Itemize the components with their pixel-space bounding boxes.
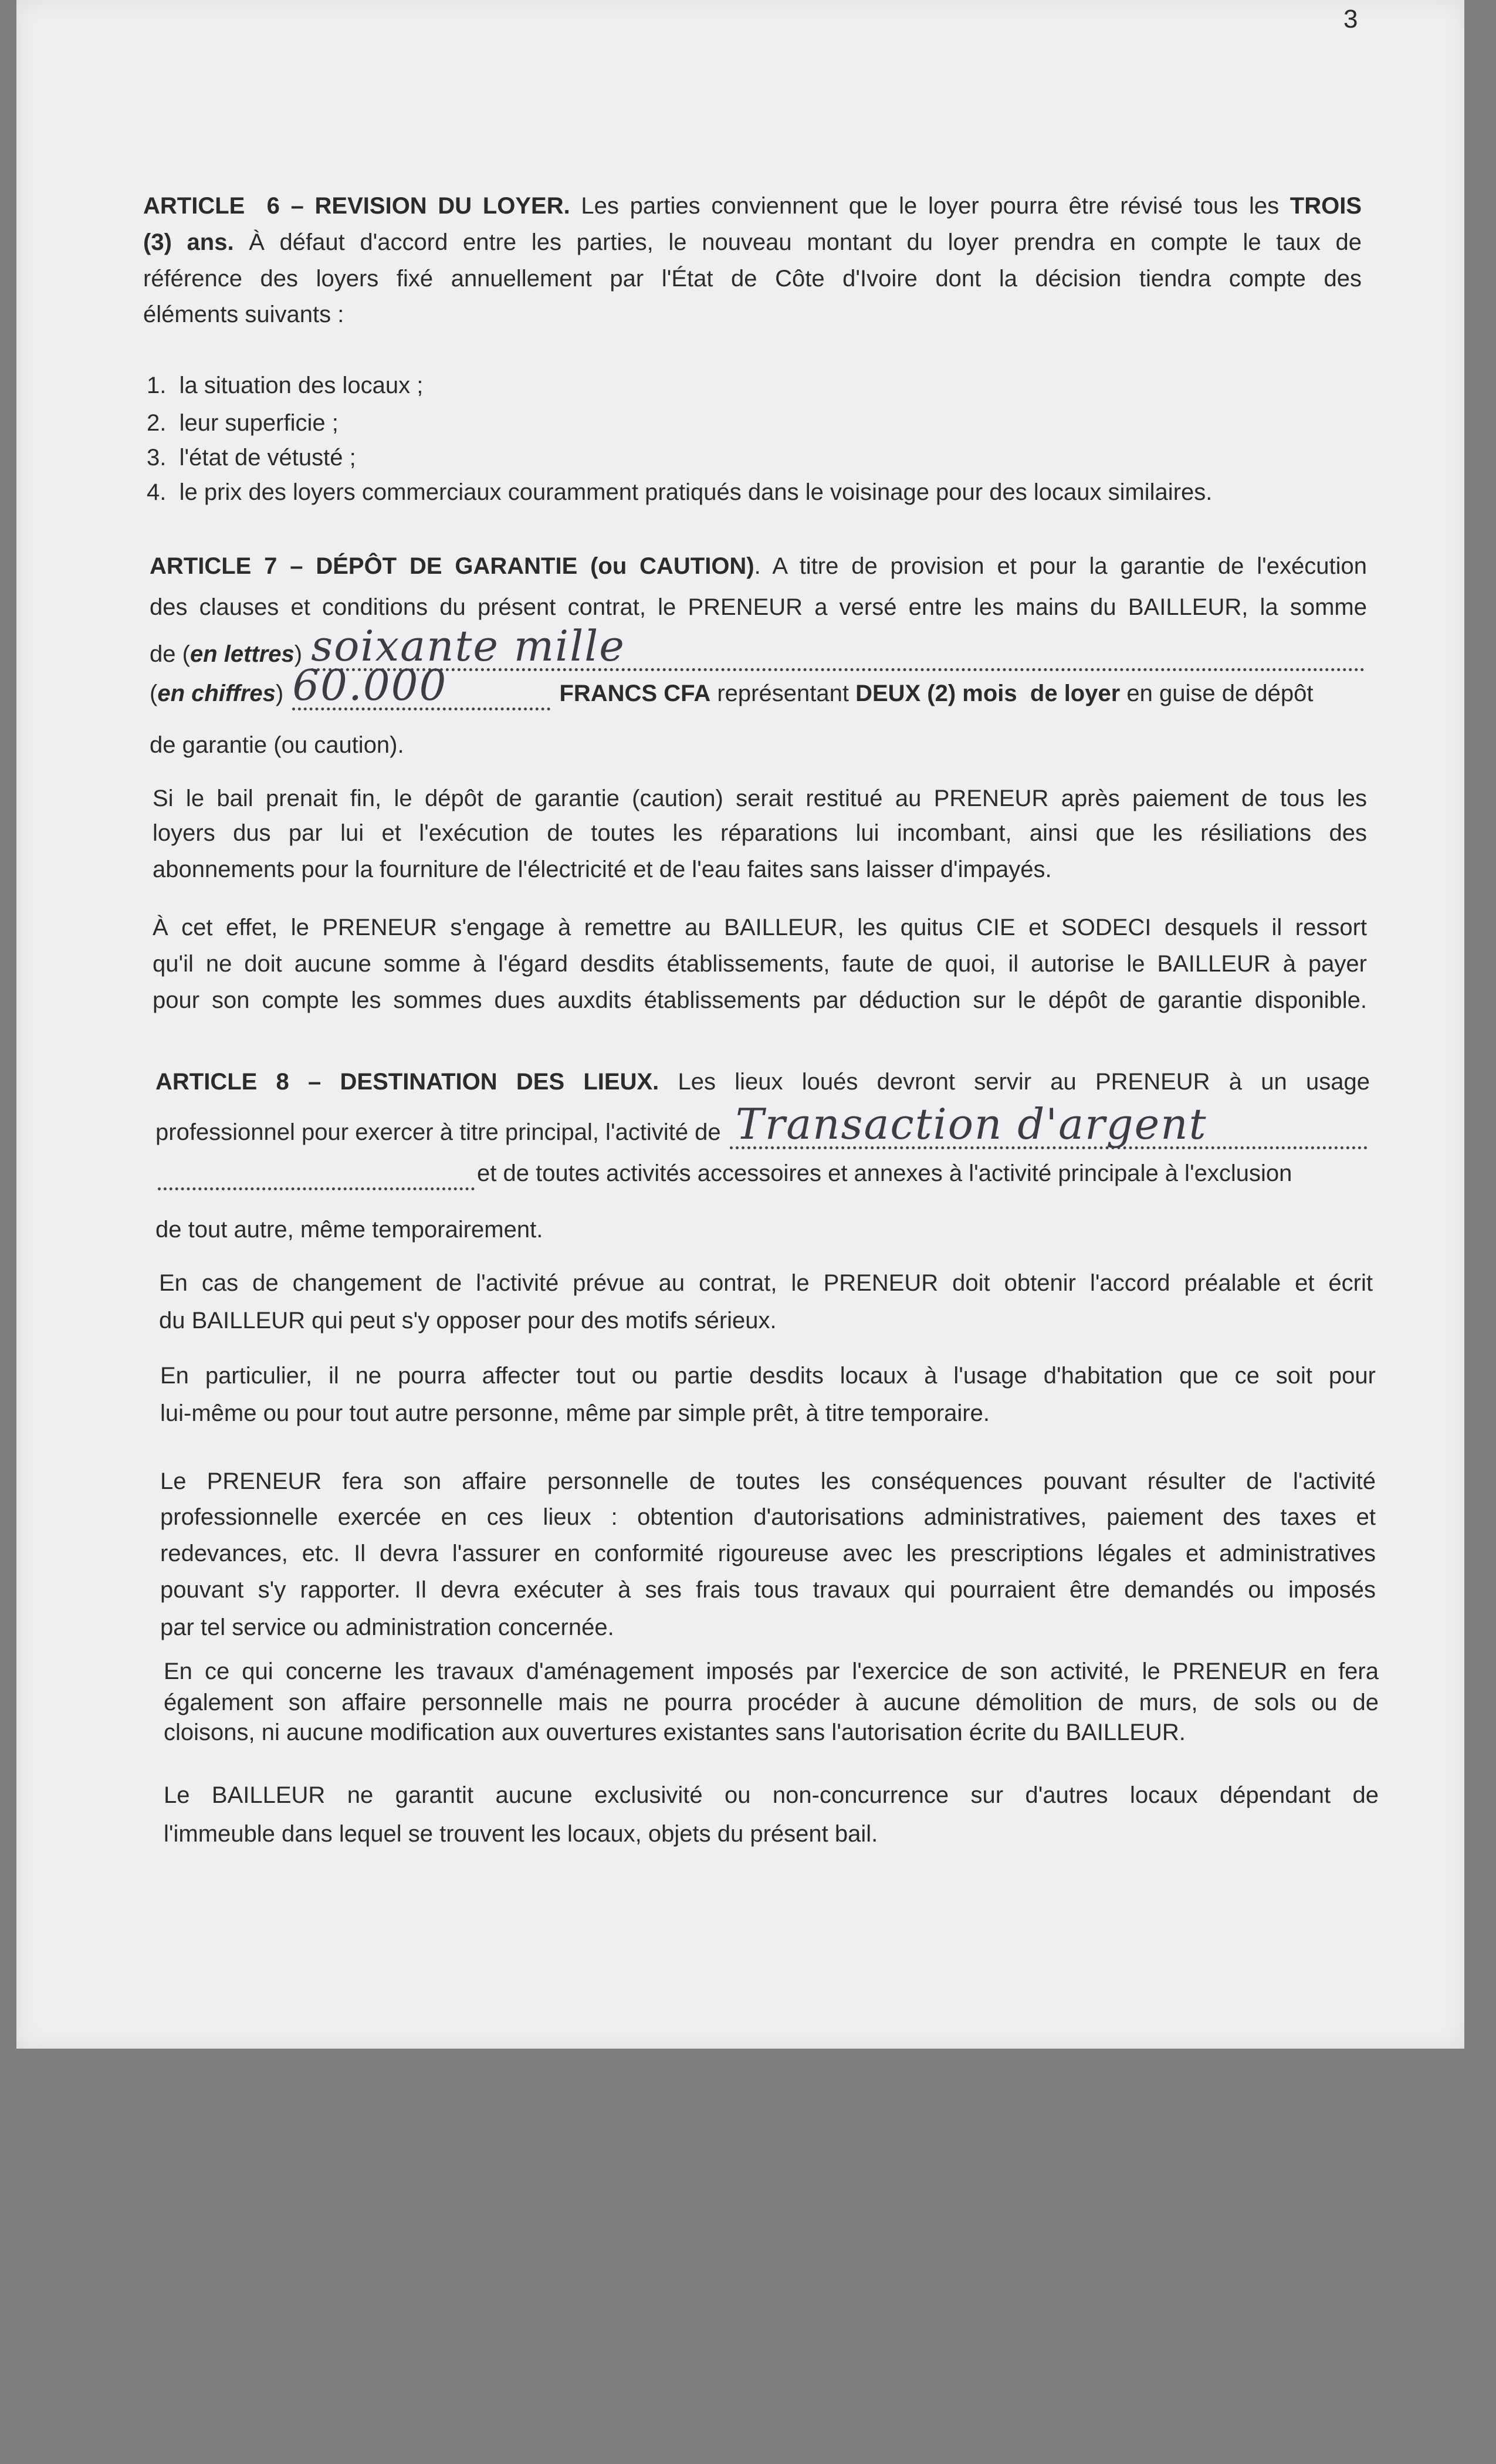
bold-text: en chiffres: [157, 681, 276, 706]
text-line: [153, 910, 1367, 945]
text-run: 2. leur superficie ;: [147, 410, 339, 436]
bold-text: ARTICLE 8 – DESTINATION DES LIEUX.: [155, 1069, 659, 1095]
text-run: 3. l'état de vétusté ;: [147, 445, 356, 471]
handwritten-entry: Transaction d'argent: [735, 1099, 1207, 1149]
text-line: [150, 727, 1367, 763]
text-line: [164, 1778, 1379, 1813]
text-run: À défaut d'accord entre les parties, le nouveau montant du loyer prendra en compte le taux de: [233, 229, 1362, 255]
text-line: [150, 590, 1367, 625]
text-line: [147, 368, 1362, 403]
bold-text: ARTICLE 7 – DÉPÔT DE GARANTIE (ou CAUTION): [150, 553, 754, 579]
text-run: en guise de dépôt: [1120, 681, 1314, 706]
text-run: l'immeuble dans lequel se trouvent les locaux, objets du présent bail.: [164, 1821, 878, 1847]
text-line: [160, 1610, 1376, 1645]
bold-text: ARTICLE 6 – REVISION DU LOYER.: [143, 193, 570, 219]
text-line: [155, 1156, 1370, 1191]
fill-in-blank[interactable]: [158, 1164, 475, 1190]
text-run: professionnel pour exercer à titre principal, l'activité de: [155, 1119, 727, 1145]
fill-in-blank[interactable]: [730, 1099, 1368, 1149]
text-line: [147, 475, 1362, 510]
text-run: par tel service ou administration concernée.: [160, 1615, 614, 1640]
text-line: [155, 1099, 1370, 1150]
text-line: [153, 852, 1367, 887]
text-run: ): [275, 681, 290, 706]
text-run: lui-même ou pour tout autre personne, même par simple prêt, à titre temporaire.: [160, 1400, 990, 1426]
text-line: [159, 1303, 1373, 1338]
text-run: de tout autre, même temporairement.: [155, 1217, 543, 1243]
text-line: [153, 781, 1367, 816]
text-line: [155, 1064, 1370, 1099]
text-line: [160, 1536, 1376, 1571]
text-run: des clauses et conditions du présent contrat, le PRENEUR a versé entre les mains du BAILLEUR, la somme: [150, 594, 1367, 620]
text-run: du BAILLEUR qui peut s'y opposer pour des motifs sérieux.: [159, 1308, 777, 1333]
text-line: [160, 1358, 1376, 1393]
text-line: [164, 1715, 1379, 1750]
text-line: [147, 405, 1362, 441]
text-run: référence des loyers fixé annuellement par l'État de Côte d'Ivoire dont la décision tiendra compte des: [143, 266, 1362, 292]
text-line: [160, 1464, 1376, 1499]
text-run: de garantie (ou caution).: [150, 732, 404, 758]
text-run: et de toutes activités accessoires et annexes à l'activité principale à l'exclusion: [477, 1160, 1292, 1186]
bold-text: FRANCS CFA: [559, 681, 711, 706]
text-run: . A titre de provision et pour la garantie de l'exécution: [754, 553, 1367, 579]
text-line: [143, 225, 1362, 260]
fill-in-blank[interactable]: [292, 660, 550, 710]
text-line: [160, 1500, 1376, 1535]
text-run: éléments suivants :: [143, 302, 344, 327]
text-run: En ce qui concerne les travaux d'aménagement imposés par l'exercice de son activité, le PRENEUR en fera: [164, 1659, 1379, 1684]
text-line: [143, 297, 1362, 332]
text-run: pour son compte les sommes dues auxdits établissements par déduction sur le dépôt de garantie disponible.: [153, 987, 1367, 1013]
bold-text: TROIS: [1289, 193, 1362, 219]
text-run: professionnelle exercée en ces lieux : obtention d'autorisations administratives, paiement des taxes et: [160, 1504, 1376, 1530]
text-run: En cas de changement de l'activité prévue au contrat, le PRENEUR doit obtenir l'accord préalable et écrit: [159, 1270, 1373, 1296]
text-run: de (: [150, 641, 190, 667]
text-line: [150, 549, 1367, 584]
text-run: loyers dus par lui et l'exécution de toutes les réparations lui incombant, ainsi que les résiliations des: [153, 820, 1367, 846]
text-run: (: [150, 681, 158, 706]
text-run: Les lieux loués devront servir au PRENEUR à un usage: [659, 1069, 1370, 1095]
text-line: [150, 660, 1367, 711]
text-line: [155, 1212, 1370, 1247]
text-run: 4. le prix des loyers commerciaux couramment pratiqués dans le voisinage pour des locaux similaires.: [147, 479, 1213, 505]
text-run: À cet effet, le PRENEUR s'engage à remettre au BAILLEUR, les quitus CIE et SODECI desquels il ressort: [153, 915, 1367, 940]
bold-text: en lettres: [189, 641, 295, 667]
text-line: [153, 983, 1367, 1018]
text-run: En particulier, il ne pourra affecter tout ou partie desdits locaux à l'usage d'habitation que ce soit pour: [160, 1363, 1376, 1389]
handwritten-entry: 60.000: [292, 660, 448, 710]
text-line: [147, 440, 1362, 475]
text-line: [164, 1816, 1379, 1852]
text-run: cloisons, ni aucune modification aux ouvertures existantes sans l'autorisation écrite du BAILLEUR.: [164, 1720, 1186, 1745]
handwritten-entry: soixante mille: [311, 621, 625, 671]
text-run: redevances, etc. Il devra l'assurer en conformité rigoureuse avec les prescriptions légales et administratives: [160, 1541, 1376, 1566]
text-run: 1. la situation des locaux ;: [147, 373, 424, 398]
text-run: ): [294, 641, 309, 667]
text-line: [143, 261, 1362, 296]
text-run: Le BAILLEUR ne garantit aucune exclusivité ou non-concurrence sur d'autres locaux dépendant de: [164, 1782, 1379, 1808]
text-run: Les parties conviennent que le loyer pourra être révisé tous les: [570, 193, 1290, 219]
text-run: également son affaire personnelle mais ne pourra procéder à aucune démolition de murs, de sols ou de: [164, 1690, 1379, 1715]
text-line: [153, 815, 1367, 851]
text-run: pouvant s'y rapporter. Il devra exécuter à ses frais tous travaux qui pourraient être demandés ou imposés: [160, 1577, 1376, 1603]
text-run: Si le bail prenait fin, le dépôt de garantie (caution) serait restitué au PRENEUR après paiement de tous les: [153, 786, 1367, 811]
bold-text: (3) ans.: [143, 229, 234, 255]
text-run: Le PRENEUR fera son affaire personnelle de toutes les conséquences pouvant résulter de l'activité: [160, 1468, 1376, 1494]
text-run: qu'il ne doit aucune somme à l'égard desdits établissements, faute de quoi, il autorise le BAILLEUR à payer: [153, 951, 1367, 977]
text-line: [153, 946, 1367, 981]
bold-text: DEUX (2) mois de loyer: [855, 681, 1121, 706]
text-run: représentant: [710, 681, 856, 706]
text-line: [160, 1572, 1376, 1607]
fill-in-blank[interactable]: [311, 621, 1365, 671]
text-run: [553, 676, 559, 711]
text-line: [160, 1396, 1376, 1431]
document-page: [16, 0, 1464, 2049]
text-run: abonnements pour la fourniture de l'électricité et de l'eau faites sans laisser d'impayés.: [153, 857, 1052, 882]
text-line: [164, 1654, 1379, 1689]
text-line: [159, 1265, 1373, 1301]
text-line: [143, 188, 1362, 224]
page-number: 3: [1343, 5, 1358, 33]
